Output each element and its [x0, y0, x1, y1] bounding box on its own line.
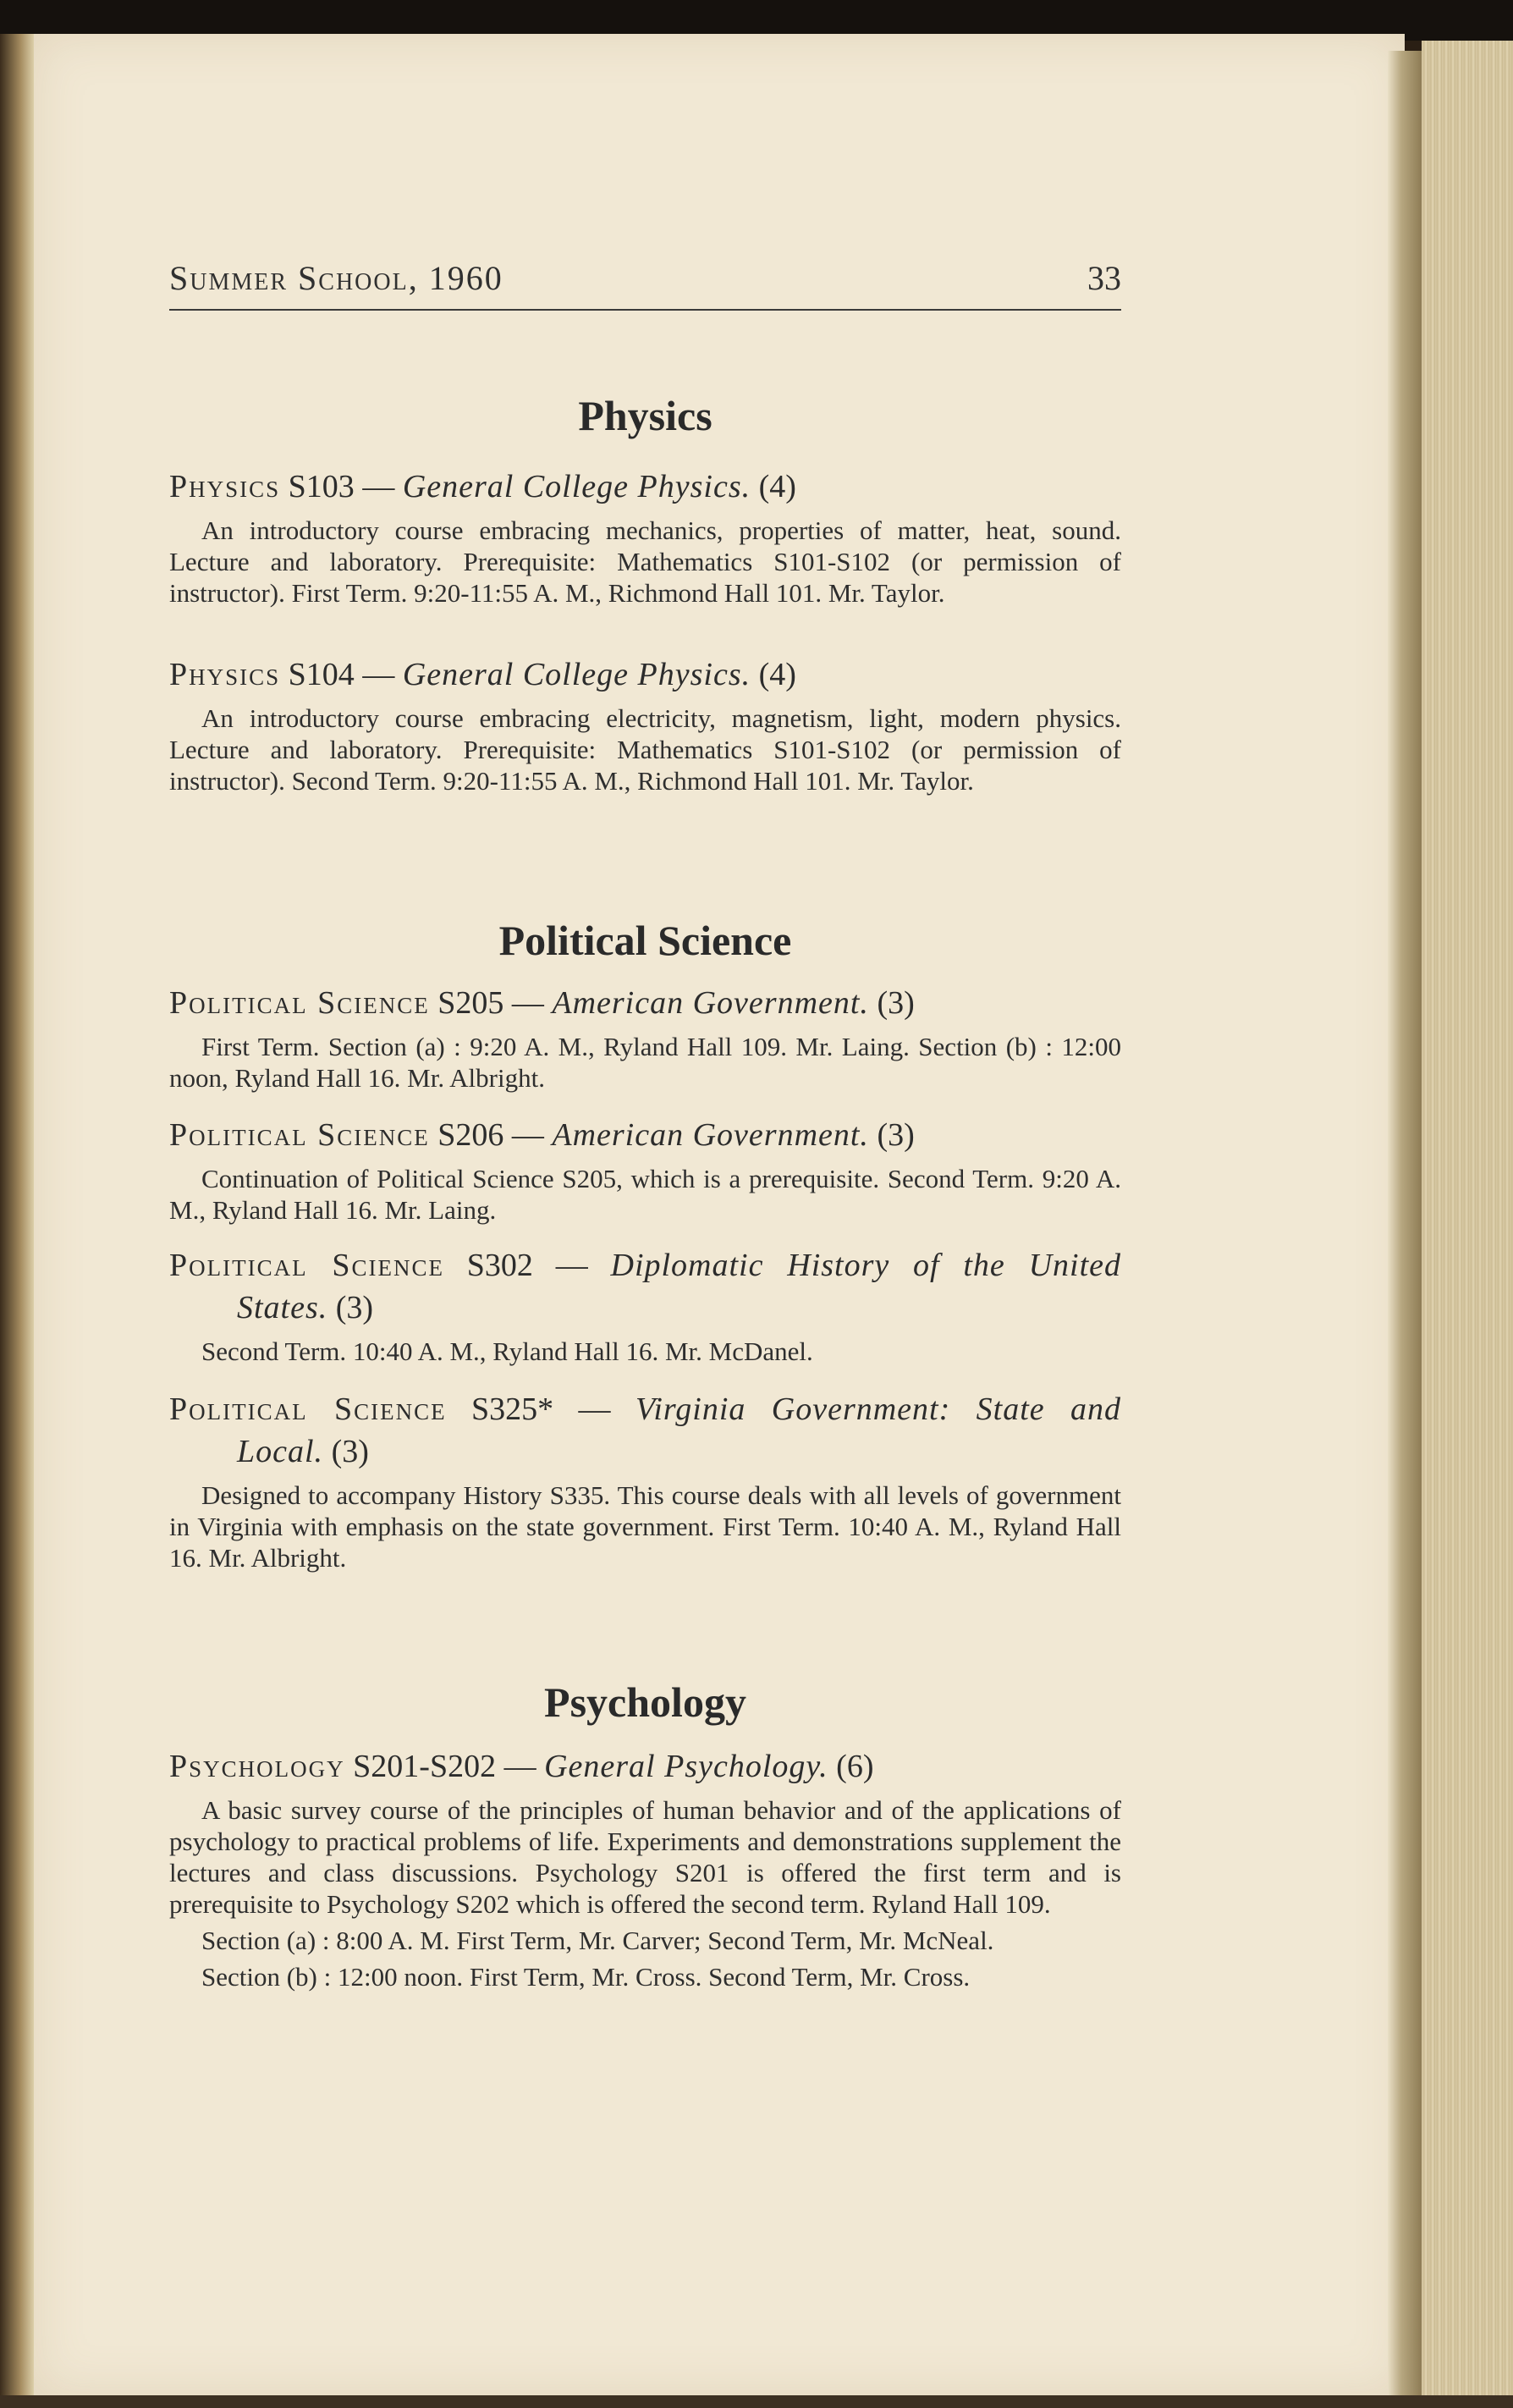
section-heading-political-science: Political Science	[498, 917, 792, 964]
course-title: Virginia Government: State and	[635, 1391, 1122, 1427]
course-dash: —	[354, 469, 403, 504]
course-polsci-s302	[169, 1244, 1121, 1367]
course-title-line	[169, 1244, 1121, 1287]
course-title: General Psychology.	[544, 1749, 828, 1784]
course-title: American Government.	[552, 1117, 869, 1153]
book-gutter	[1388, 51, 1422, 2408]
course-title-line	[169, 1745, 1121, 1788]
course-description: First Term. Section (a) : 9:20 A. M., Ryland Hall 109. Mr. Laing. Section (b) : 12:00 noon, Ryland Hall 16. Mr. Albright.	[169, 1032, 1121, 1093]
course-number: S205	[437, 985, 504, 1021]
course-polsci-s325	[169, 1388, 1121, 1573]
course-physics-s104	[169, 653, 1121, 796]
scan-background-bottom	[0, 2395, 1513, 2408]
course-dash: —	[354, 657, 403, 692]
course-title-line	[169, 653, 1121, 696]
book-page-edges	[1422, 41, 1513, 2408]
course-title-line	[169, 1114, 1121, 1156]
page-number: 33	[1087, 259, 1121, 297]
course-number: S201-S202	[353, 1749, 497, 1784]
course-number: S325*	[471, 1391, 554, 1427]
course-title-continued: States.	[237, 1290, 328, 1325]
course-title-line-2	[169, 1287, 1121, 1329]
running-head	[169, 258, 1121, 311]
course-credits: (3)	[331, 1434, 369, 1469]
course-description: Continuation of Political Science S205, which is a prerequisite. Second Term. 9:20 A. M., Ryland Hall 16. Mr. Laing.	[169, 1164, 1121, 1225]
course-dash: —	[532, 1248, 611, 1283]
course-description: An introductory course embracing electricity, magnetism, light, modern physics. Lecture and laboratory. Prerequisite: Mathematics S101-S102 (or permission of instructor). Second Term. 9:20-11:55 A. M., Richmond Hall 101. Mr. Taylor.	[169, 703, 1121, 796]
course-title: General College Physics.	[402, 657, 751, 692]
course-description: Designed to accompany History S335. This course deals with all levels of government in Virginia with emphasis on the state government. First Term. 10:40 A. M., Ryland Hall 16. Mr. Albright.	[169, 1480, 1121, 1573]
course-polsci-s205	[169, 982, 1121, 1094]
course-dept: Physics	[169, 657, 281, 692]
course-section-b: Section (b) : 12:00 noon. First Term, Mr. Cross. Second Term, Mr. Cross.	[201, 1962, 971, 1992]
course-psych-s201-s202	[169, 1745, 1121, 1992]
course-title-line	[169, 466, 1121, 508]
course-dept: Physics	[169, 469, 281, 504]
course-title-line	[169, 1388, 1121, 1430]
course-title-continued: Local.	[237, 1434, 324, 1469]
course-dash: —	[496, 1749, 545, 1784]
course-description: Second Term. 10:40 A. M., Ryland Hall 16. Mr. McDanel.	[201, 1336, 813, 1366]
course-dept: Political Science	[169, 985, 430, 1021]
course-description: A basic survey course of the principles of human behavior and of the applications of psychology to practical problems of life. Experiments and demonstrations supplement the lectures and class discussions. Psychology S201 is offered the first term and is prerequisite to Psychology S202 which is offered the second term. Ryland Hall 109.	[169, 1795, 1121, 1919]
course-credits: (4)	[758, 469, 796, 504]
book-left-edge	[0, 34, 34, 2408]
section-heading-physics: Physics	[578, 392, 712, 439]
course-section-a: Section (a) : 8:00 A. M. First Term, Mr. Carver; Second Term, Mr. McNeal.	[201, 1926, 994, 1955]
course-polsci-s206	[169, 1114, 1121, 1226]
section-heading-psychology: Psychology	[544, 1678, 746, 1726]
course-credits: (6)	[836, 1749, 874, 1784]
course-dept: Political Science	[169, 1117, 430, 1153]
course-dept: Political Science	[169, 1248, 445, 1283]
course-number: S206	[437, 1117, 504, 1153]
course-credits: (4)	[758, 657, 796, 692]
course-physics-s103	[169, 466, 1121, 609]
course-number: S302	[466, 1248, 533, 1283]
course-dash: —	[503, 1117, 553, 1153]
course-title: General College Physics.	[402, 469, 751, 504]
course-title-line	[169, 982, 1121, 1024]
course-title: Diplomatic History of the United	[610, 1248, 1122, 1283]
course-description: An introductory course embracing mechanics, properties of matter, heat, sound. Lecture and laboratory. Prerequisite: Mathematics S101-S102 (or permission of instructor). First Term. 9:20-11:55 A. M., Richmond Hall 101. Mr. Taylor.	[169, 515, 1121, 608]
course-dept: Psychology	[169, 1749, 345, 1784]
course-credits: (3)	[877, 985, 915, 1021]
course-dash: —	[503, 985, 553, 1021]
course-credits: (3)	[335, 1290, 374, 1325]
course-number: S104	[288, 657, 355, 692]
course-title-line-2	[169, 1430, 1121, 1473]
course-dept: Political Science	[169, 1391, 447, 1427]
course-title: American Government.	[552, 985, 869, 1021]
course-credits: (3)	[877, 1117, 915, 1153]
running-head-title: Summer School, 1960	[169, 259, 503, 297]
course-number: S103	[288, 469, 355, 504]
course-dash: —	[553, 1391, 635, 1427]
